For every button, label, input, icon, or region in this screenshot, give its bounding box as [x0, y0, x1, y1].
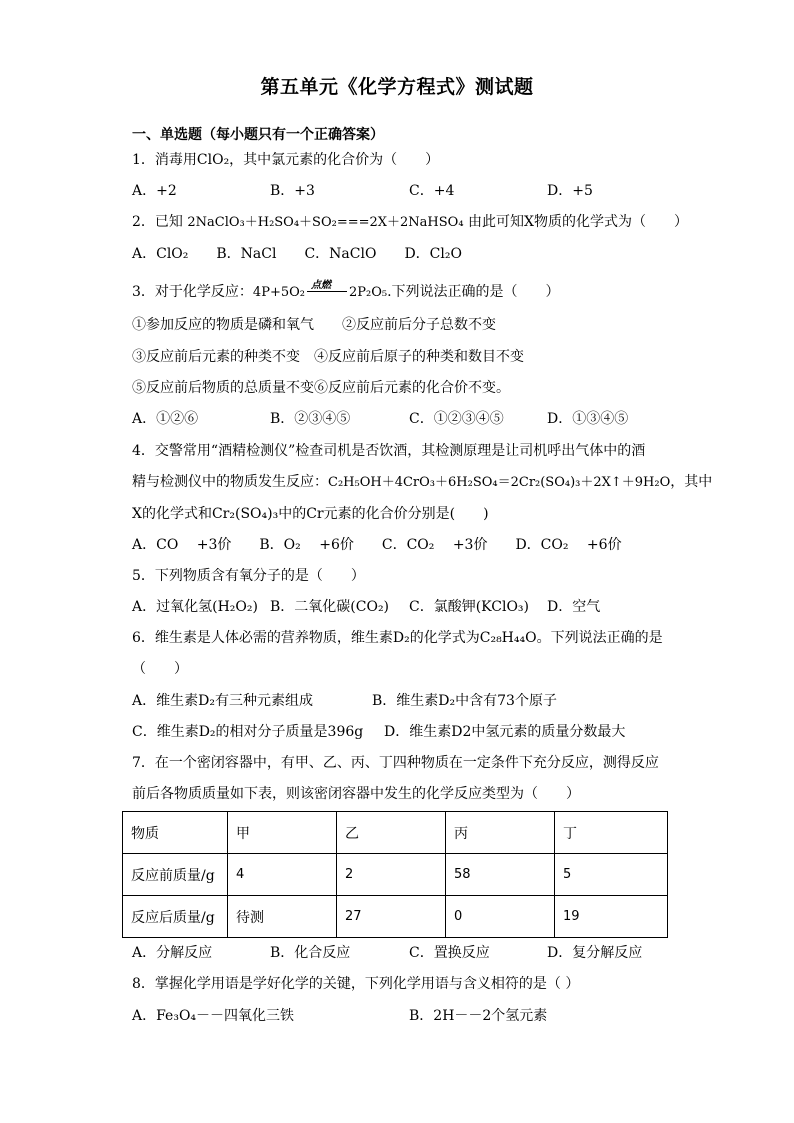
question-2-stem — [132, 212, 688, 233]
question-3-stem — [132, 280, 560, 303]
table-cell: 0 — [446, 896, 555, 938]
question-3-option-a: A．①②⑥ — [132, 411, 199, 427]
table-row — [123, 854, 668, 896]
question-6-option-a: A．维生素D₂有三种元素组成 — [132, 693, 313, 709]
question-5-option-c: C．氯酸钾(KClO₃) — [409, 599, 529, 615]
question-5-stem: 5．下列物质含有氧分子的是（ ） — [132, 568, 365, 584]
question-8-option-b: B．2H－－2个氢元素 — [409, 1008, 548, 1024]
question-3-stem-suffix: .下列说法正确的是（ ） — [387, 284, 560, 300]
question-6-option-b: B．维生素D₂中含有73个原子 — [372, 693, 557, 709]
table-header-cell: 甲 — [228, 812, 337, 854]
table-cell: 反应后质量/g — [123, 896, 228, 938]
table-row — [123, 896, 668, 938]
question-6-option-d: D．维生素D2中氢元素的质量分数最大 — [384, 724, 626, 740]
question-4-line-2 — [132, 472, 712, 493]
question-5-option-a: A．过氧化氢(H₂O₂) — [132, 599, 258, 615]
question-6-line-1: 6．维生素是人体必需的营养物质，维生素D₂的化学式为C₂₈H₄₄O。下列说法正确的是 — [132, 630, 663, 646]
question-7-line-1: 7．在一个密闭容器中，有甲、乙、丙、丁四种物质在一定条件下充分反应，测得反应 — [132, 755, 659, 771]
question-7-option-d: D．复分解反应 — [547, 945, 643, 961]
table-cell: 27 — [337, 896, 446, 938]
question-3-statement-2: ③反应前后元素的种类不变 ④反应前后原子的种类和数目不变 — [132, 349, 524, 365]
question-6-option-c: C．维生素D₂的相对分子质量是396g — [132, 724, 364, 740]
question-1-stem: 1．消毒用ClO₂，其中氯元素的化合价为（ ） — [132, 152, 440, 168]
question-1-option-c: C．+4 — [409, 183, 455, 199]
question-4-line-2-prefix: 精与检测仪中的物质发生反应： — [132, 474, 328, 490]
question-3-option-d: D．①③④⑤ — [547, 411, 629, 427]
page-title: 第五单元《化学方程式》测试题 — [260, 76, 534, 98]
question-3-option-c: C．①②③④⑤ — [409, 411, 504, 427]
question-7-option-a: A．分解反应 — [132, 945, 213, 961]
question-6-line-2: （ ） — [132, 661, 188, 677]
question-8-stem: 8．掌握化学用语是学好化学的关键，下列化学用语与含义相符的是（ ） — [132, 976, 580, 992]
question-1-option-b: B．+3 — [270, 183, 315, 199]
table-header-cell: 丁 — [555, 812, 668, 854]
table-cell: 5 — [555, 854, 668, 896]
section-heading: 一、单选题（每小题只有一个正确答案） — [132, 127, 384, 143]
question-4-line-1: 4．交警常用“酒精检测仪”检查司机是否饮酒，其检测原理是让司机呼出气体中的酒 — [132, 443, 646, 459]
table-header-cell: 物质 — [123, 812, 228, 854]
table-cell: 2 — [337, 854, 446, 896]
question-4-line-2-suffix: ，其中 — [670, 474, 713, 490]
question-7-option-c: C．置换反应 — [409, 945, 490, 961]
question-5-option-b: B．二氧化碳(CO₂) — [270, 599, 390, 615]
question-1-option-d: D．+5 — [547, 183, 593, 199]
table-cell: 58 — [446, 854, 555, 896]
table-cell: 待测 — [228, 896, 337, 938]
reaction-condition-bar — [307, 291, 347, 292]
table-cell: 反应前质量/g — [123, 854, 228, 896]
question-8-option-a: A．Fe₃O₄－－四氧化三铁 — [132, 1008, 295, 1024]
question-4-equation: C₂H₅OH＋4CrO₃＋6H₂SO₄＝2Cr₂(SO₄)₃＋2X↑＋9H₂O — [328, 475, 671, 490]
table-header-row — [123, 812, 668, 854]
question-2-stem-suffix: 由此可知X物质的化学式为（ ） — [463, 214, 688, 230]
question-3-equation-left: 4P+5O₂ — [252, 285, 305, 300]
question-3-statement-1: ①参加反应的物质是磷和氧气 ②反应前后分子总数不变 — [132, 317, 496, 333]
question-1-option-a: A．+2 — [132, 183, 177, 199]
question-3-stem-prefix: 3．对于化学反应： — [132, 284, 253, 300]
question-4-line-3: X的化学式和Cr₂(SO₄)₃中的Cr元素的化合价分别是( ) — [132, 506, 489, 522]
table-cell: 4 — [228, 854, 337, 896]
mass-table — [122, 811, 668, 938]
question-4-options: A．CO +3价 B．O₂ +6价 C．CO₂ +3价 D．CO₂ +6价 — [132, 537, 622, 553]
question-2-options: A．ClO₂ B．NaCl C．NaClO D．Cl₂O — [132, 246, 462, 262]
reaction-condition-label: 点燃 — [310, 280, 331, 291]
table-cell: 19 — [555, 896, 668, 938]
question-7-option-b: B．化合反应 — [270, 945, 351, 961]
table-header-cell: 丙 — [446, 812, 555, 854]
table-header-cell: 乙 — [337, 812, 446, 854]
question-7-line-2: 前后各物质质量如下表，则该密闭容器中发生的化学反应类型为（ ） — [132, 786, 580, 802]
question-3-equation-right: 2P₂O₅ — [348, 285, 388, 300]
question-5-option-d: D．空气 — [547, 599, 601, 615]
reaction-condition-arrow — [305, 280, 349, 298]
question-2-stem-prefix: 2．已知 — [132, 214, 188, 230]
question-2-equation: 2NaClO₃＋H₂SO₄＋SO₂===2X＋2NaHSO₄ — [187, 215, 464, 230]
question-3-statement-3: ⑤反应前后物质的总质量不变⑥反应前后元素的化合价不变。 — [132, 380, 510, 396]
question-3-option-b: B．②③④⑤ — [270, 411, 351, 427]
